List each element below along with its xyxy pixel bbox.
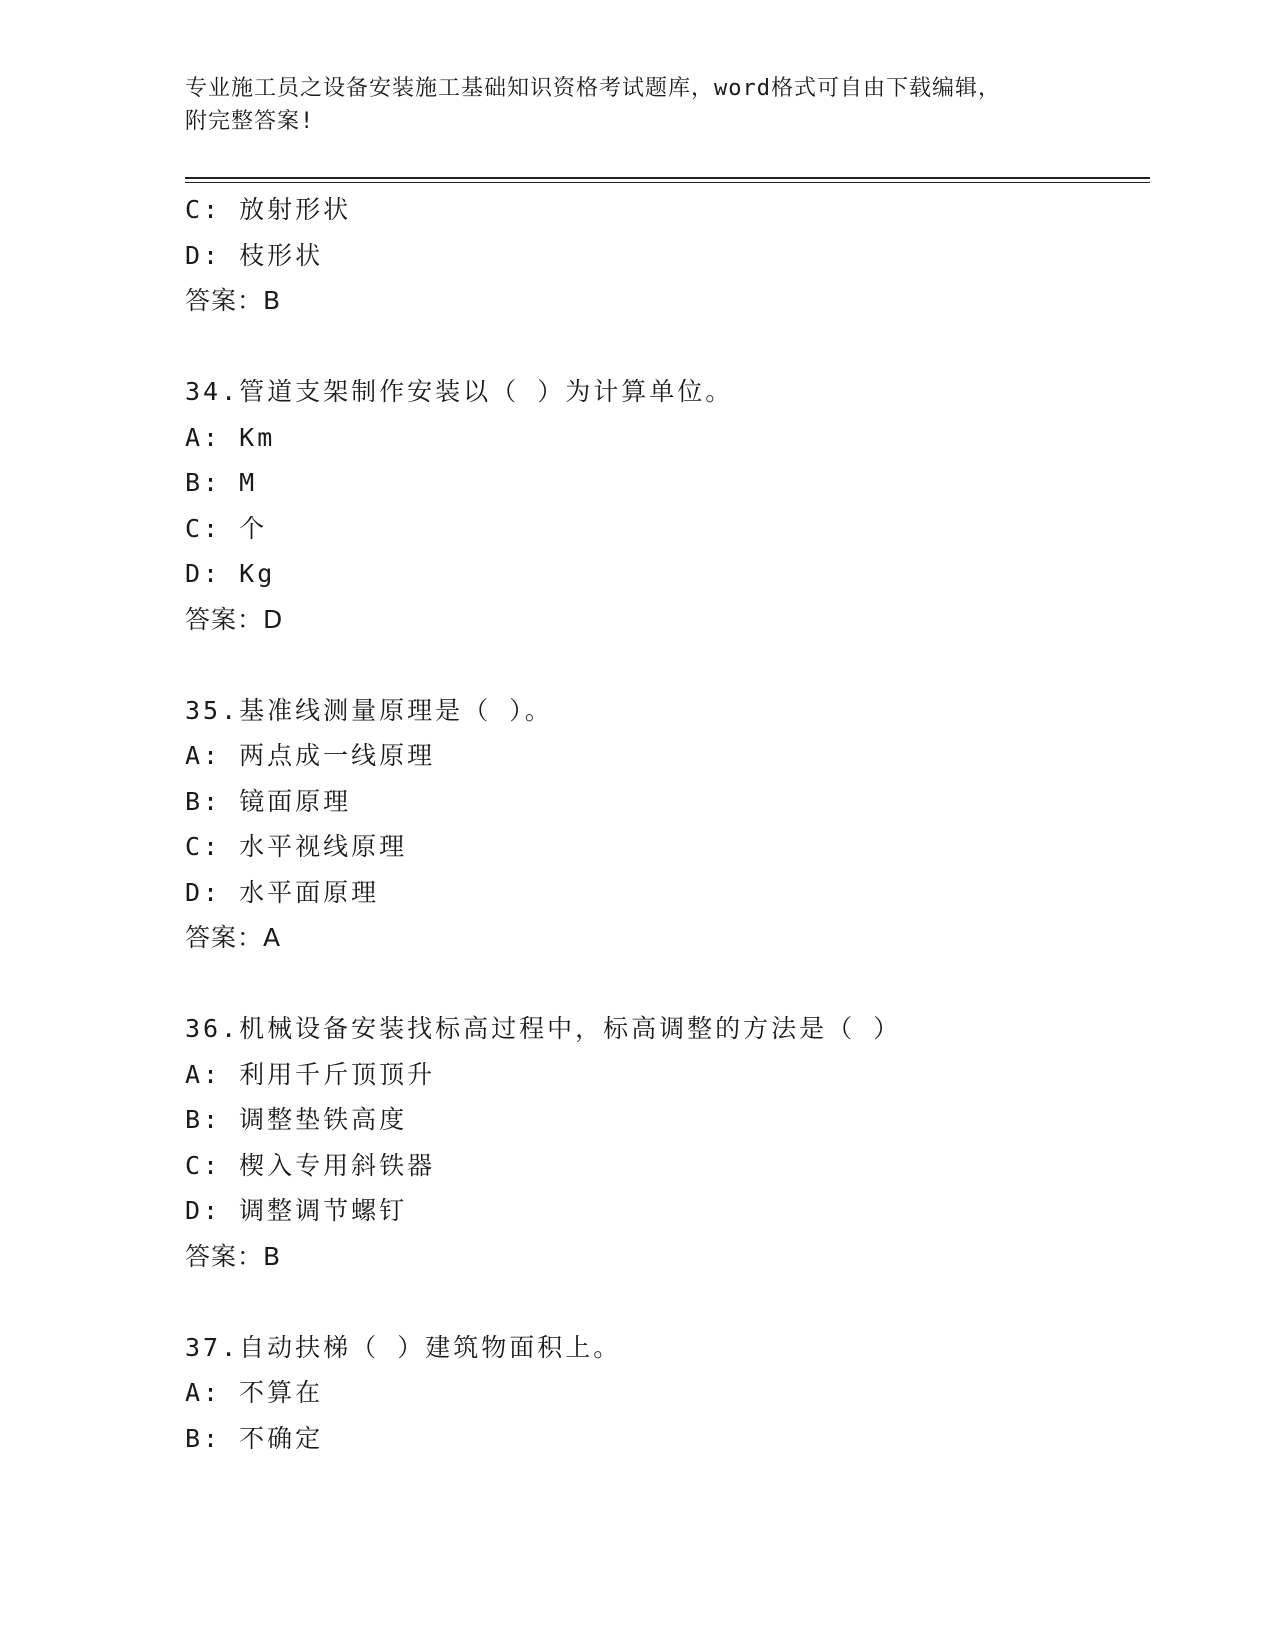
document-header <box>185 72 1085 138</box>
option-a: A: Km <box>185 422 276 452</box>
option-a: A: 不算在 <box>185 1378 324 1407</box>
answer-line: 答案：D <box>185 604 284 634</box>
header-divider-thin <box>185 182 1150 183</box>
question-33-partial <box>185 187 1145 324</box>
question-37 <box>185 1325 1145 1462</box>
option-d: D: 水平面原理 <box>185 877 380 907</box>
answer-line: 答案：B <box>185 286 282 315</box>
option-b: B: 不确定 <box>185 1423 324 1453</box>
question-stem: 35.基准线测量原理是（ ）。 <box>185 695 553 725</box>
option-c: C: 放射形状 <box>185 195 352 224</box>
option-b: B: 调整垫铁高度 <box>185 1105 408 1134</box>
option-c: C: 个 <box>185 513 268 543</box>
question-36 <box>185 1006 1145 1279</box>
header-divider-thick <box>185 177 1150 179</box>
option-b: B: M <box>185 468 258 497</box>
question-35 <box>185 688 1145 961</box>
option-c: C: 楔入专用斜铁器 <box>185 1150 436 1180</box>
option-a: A: 利用千斤顶顶升 <box>185 1059 436 1089</box>
spacer <box>185 642 1145 688</box>
spacer <box>185 1279 1145 1325</box>
question-stem: 37.自动扶梯（ ）建筑物面积上。 <box>185 1332 622 1362</box>
answer-line: 答案：B <box>185 1241 282 1271</box>
option-c: C: 水平视线原理 <box>185 832 408 861</box>
question-stem: 34.管道支架制作安装以（ ）为计算单位。 <box>185 377 734 406</box>
spacer <box>185 324 1145 370</box>
question-34 <box>185 369 1145 642</box>
header-line-1: 专业施工员之设备安装施工基础知识资格考试题库，word格式可自由下载编辑， <box>185 76 1001 101</box>
option-b: B: 镜面原理 <box>185 786 352 816</box>
option-d: D: 枝形状 <box>185 240 324 270</box>
answer-line: 答案：A <box>185 923 282 952</box>
option-d: D: Kg <box>185 559 276 588</box>
question-stem: 36.机械设备安装找标高过程中，标高调整的方法是（ ） <box>185 1014 902 1043</box>
option-d: D: 调整调节螺钉 <box>185 1196 408 1225</box>
header-line-2: 附完整答案! <box>185 109 315 134</box>
question-list <box>185 187 1145 1461</box>
spacer <box>185 961 1145 1007</box>
option-a: A: 两点成一线原理 <box>185 741 436 770</box>
